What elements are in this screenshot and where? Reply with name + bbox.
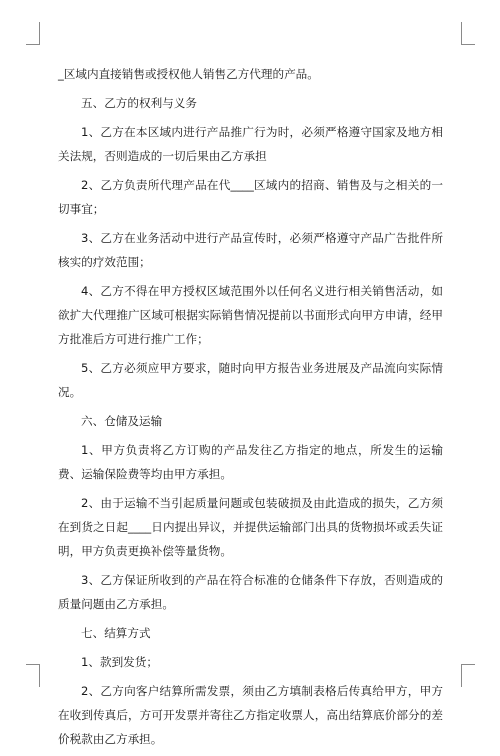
clause-6-2: 2、由于运输不当引起质量问题或包装破损及由此造成的损失，乙方须在到货之日起____日内提出异议，并提供运输部门出具的货物损坏或丢失证明，甲方负责更换补偿等量货物。 <box>58 496 443 558</box>
clause-7-2: 2、乙方向客户结算所需发票，须由乙方填制表格后传真给甲方，甲方在收到传真后，方可开发票并寄往乙方指定收票人，高出结算底价部分的差价税款由乙方承担。 <box>58 684 443 746</box>
document-body <box>58 62 443 756</box>
clause-5-5: 5、乙方必须应甲方要求，随时向甲方报告业务进展及产品流向实际情况。 <box>58 361 443 399</box>
clause-5-2: 2、乙方负责所代理产品在代____区域内的招商、销售及与之相关的一切事宜； <box>58 178 443 216</box>
crop-mark-bottom-right <box>461 664 475 687</box>
clause-6-1: 1、甲方负责将乙方订购的产品发往乙方指定的地点，所发生的运输费、运输保险费等均由甲方承担。 <box>58 443 443 481</box>
crop-mark-top-right <box>461 22 475 45</box>
section-heading-settlement: 七、结算方式 <box>81 626 151 640</box>
clause-5-3: 3、乙方在业务活动中进行产品宣传时，必须严格遵守产品广告批件所核实的疗效范围； <box>58 231 443 269</box>
crop-mark-top-left <box>26 22 40 45</box>
section-heading-storage-transport: 六、仓储及运输 <box>81 414 163 428</box>
clause-6-3: 3、乙方保证所收到的产品在符合标准的仓储条件下存放，否则造成的质量问题由乙方承担。 <box>58 573 443 611</box>
clause-7-1: 1、款到发货； <box>81 655 158 669</box>
paragraph-continuation: _区域内直接销售或授权他人销售乙方代理的产品。 <box>58 67 319 81</box>
clause-5-1: 1、乙方在本区域内进行产品推广行为时，必须严格遵守国家及地方相关法规，否则造成的一切后果由乙方承担 <box>58 125 443 163</box>
section-heading-rights-obligations: 五、乙方的权利与义务 <box>81 96 197 110</box>
clause-5-4: 4、乙方不得在甲方授权区域范围外以任何名义进行相关销售活动，如欲扩大代理推广区域可根据实际销售情况提前以书面形式向甲方申请，经甲方批准后方可进行推广工作； <box>58 284 443 346</box>
crop-mark-bottom-left <box>26 664 40 687</box>
